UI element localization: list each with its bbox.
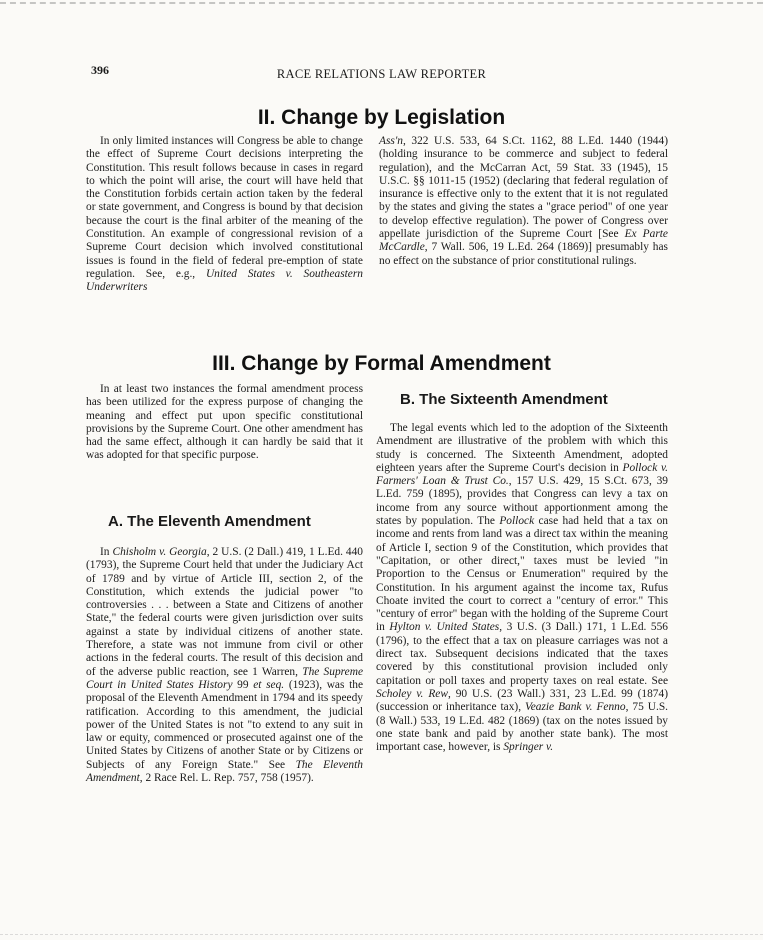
case-citation: Ass'n xyxy=(379,135,403,147)
article-citation: The Eleventh Amendment xyxy=(86,758,363,785)
amendment-intro xyxy=(86,383,363,463)
body-text: , 322 U.S. 533, 64 S.Ct. 1162, 88 L.Ed. 1440 (1944) (holding insurance to be commerce and subject to federal regulation), and the McCarran Act, 59 Stat. 33 (1945), 15 U.S.C. §§ 1011-15 (1952) (declaring that federal regulation of insurance is effective only to the extent that it is not regulated by the states and giving the states a "grace period" of one year to develop effective regulation). The power of Congress over appellate jurisdiction of the Supreme Court [See xyxy=(379,135,668,241)
body-text: The legal events which led to the adoption of the Sixteenth Amendment are illustrative of the problem with which this study is concerned. The Sixteenth Amendment, adopted eighteen years after the Supreme Court's decision in xyxy=(376,422,668,474)
legislation-right-column xyxy=(379,135,668,268)
case-citation: Ex Parte McCardle xyxy=(379,228,668,254)
case-citation: United States v. Southeastern Underwriters xyxy=(86,267,363,294)
subheading-eleventh-amendment: A. The Eleventh Amendment xyxy=(108,513,311,530)
case-citation: Hylton v. United States xyxy=(389,621,500,634)
subheading-sixteenth-amendment: B. The Sixteenth Amendment xyxy=(400,391,608,408)
body-text: In xyxy=(100,546,113,558)
body-text: , 157 U.S. 429, 15 S.Ct. 673, 39 L.Ed. 759 (1895), provides that Congress can levy a tax on income from any source without apportionment among the states by population. The xyxy=(376,475,668,528)
paragraph xyxy=(376,422,668,754)
section-heading-formal-amendment: III. Change by Formal Amendment xyxy=(212,352,551,375)
section-heading-legislation: II. Change by Legislation xyxy=(257,106,506,129)
case-citation: Scholey v. Rew xyxy=(376,687,448,700)
body-text: , 3 U.S. (3 Dall.) 171, 1 L.Ed. 556 (1796), to the effect that a tax on pleasure carriages was not a direct tax. Subsequent decisions indicated that the taxes covered by this constitutional provision included only capitation or poll taxes and property taxes on real estate. See xyxy=(376,621,668,687)
body-text: , 75 U.S. (8 Wall.) 533, 19 L.Ed. 482 (1869) (tax on the notes issued by one state bank and paid by another state bank). The most important case, however, is xyxy=(376,701,669,754)
case-citation: Springer v. xyxy=(503,741,554,754)
body-text: In only limited instances will Congress be able to change the effect of Supreme Court decisions interpreting the Constitution. This result follows because in cases in regard to which the point will arise, the court will have held that the Constitution forbids certain action taken by the federal or state government, and Congress is bound by that decision because the court is the final arbiter of the meaning of the Constitution. An example of congressional revision of a Supreme Court decision which involved constitutional issues is found in the field of federal pre-emption of state regulation. See, e.g., xyxy=(86,135,363,280)
body-text: case had held that a tax on income and rents from land was a direct tax within the meaning of Article I, section 9 of the Constitution, which provides that "Capitation, or other direct," taxes must be levied "in Proportion to the Census or Enumeration" required by the Constitution. In his argument against the income tax, Rufus Choate invited the court to correct a "century of error." This "century of error" began with the holding of the Supreme Court in xyxy=(376,515,668,634)
case-citation: Pollock v. Farmers' Loan & Trust Co. xyxy=(376,461,668,488)
body-text: , 2 Race Rel. L. Rep. 757, 758 (1957). xyxy=(139,772,314,785)
citation-signal: et seq. xyxy=(253,678,285,691)
paragraph xyxy=(379,135,668,268)
case-citation: Pollock xyxy=(499,515,535,528)
sixteenth-amendment-text xyxy=(376,422,668,754)
body-text: 99 xyxy=(232,678,254,691)
body-text: , 2 U.S. (2 Dall.) 419, 1 L.Ed. 440 (1793), the Supreme Court held that under the Judiciary Act of 1789 and by virtue of Article III, section 2, of the Constitution, which extends the judicial power "to controversies . . . between a State and Citizens of another State," the federal courts were given jurisdiction over suits against a state by individual citizens of another state. Therefore, a state was not immune from civil or other actions in the federal courts. The result of this decision and of the adverse public reaction, see 1 Warren, xyxy=(86,546,364,678)
top-edge-artifact xyxy=(0,2,763,6)
page-number: 396 xyxy=(91,63,109,77)
body-text: (1923), was the proposal of the Eleventh Amendment in 1794 and its speedy ratification. According to this amendment, the judicial power of the United States is not "to extend to any suit in law or equity, commenced or prosecuted against one of the United States by Citizens of another State or by Citizens or Subjects of any Foreign State." See xyxy=(86,678,364,771)
book-citation: The Supreme Court in United States History xyxy=(86,665,363,691)
running-title: RACE RELATIONS LAW REPORTER xyxy=(276,67,487,81)
legislation-left-column xyxy=(86,135,363,295)
paragraph xyxy=(86,135,363,295)
eleventh-amendment-text xyxy=(86,546,363,785)
case-citation: Veazie Bank v. Fenno xyxy=(525,701,626,714)
paragraph xyxy=(86,546,363,785)
body-text: , 7 Wall. 506, 19 L.Ed. 264 (1869)] presumably has no effect on the substance of prior constitutional rulings. xyxy=(379,241,668,267)
bottom-edge-artifact xyxy=(0,934,763,937)
body-text: , 90 U.S. (23 Wall.) 331, 23 L.Ed. 99 (1874) (succession or inheritance tax), xyxy=(376,687,668,714)
case-citation: Chisholm v. Georgia xyxy=(112,546,207,558)
paragraph: In at least two instances the formal amendment process has been utilized for the express purpose of changing the meaning and effect put upon specific constitutional provisions by the Supreme Court. One other amendment has had the same effect, although it can hardly be said that it was adopted for that specific purpose. xyxy=(86,383,363,462)
